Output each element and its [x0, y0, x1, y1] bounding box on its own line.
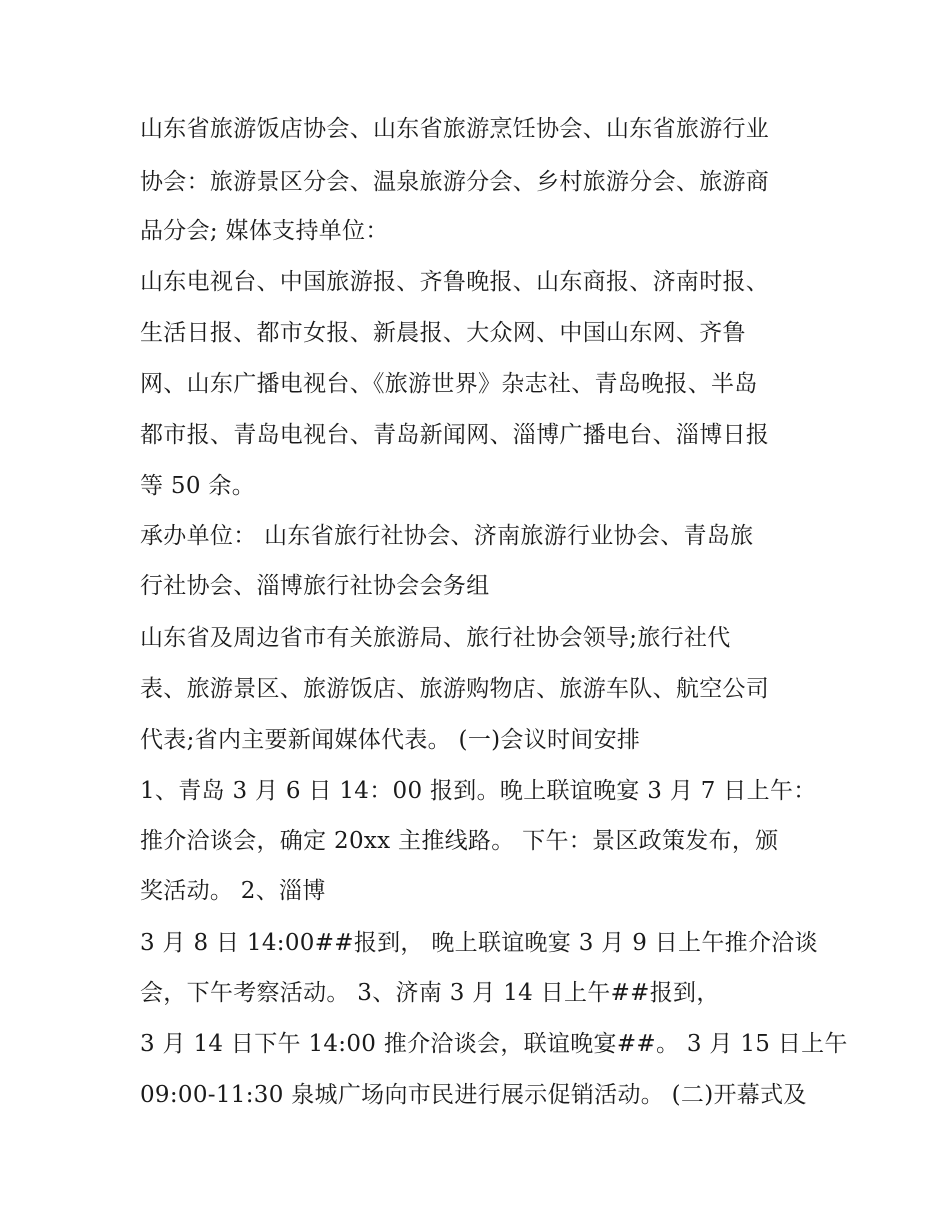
- text-line: 山东电视台、中国旅游报、齐鲁晚报、山东商报、济南时报、: [140, 269, 770, 295]
- text-line: 1、青岛 3 月 6 日 14：00 报到。晚上联谊晚宴 3 月 7 日上午：: [140, 778, 817, 804]
- text-line: 会，下午考察活动。 3、济南 3 月 14 日上午##报到，: [140, 980, 720, 1006]
- text-line: 生活日报、都市女报、新晨报、大众网、中国山东网、齐鲁: [140, 320, 746, 346]
- text-line: 山东省旅游饭店协会、山东省旅游烹饪协会、山东省旅游行业: [140, 116, 770, 142]
- text-line: 3 月 14 日下午 14:00 推介洽谈会，联谊晚宴##。 3 月 15 日上午: [140, 1031, 848, 1057]
- text-line: 承办单位： 山东省旅行社协会、济南旅游行业协会、青岛旅: [140, 523, 754, 549]
- text-line: 协会：旅游景区分会、温泉旅游分会、乡村旅游分会、旅游商: [140, 169, 770, 195]
- text-line: 山东省及周边省市有关旅游局、旅行社协会领导;旅行社代: [140, 625, 731, 651]
- text-line: 等 50 余。: [140, 473, 255, 499]
- text-line: 3 月 8 日 14:00##报到， 晚上联谊晚宴 3 月 9 日上午推介洽谈: [140, 930, 818, 956]
- text-line: 表、旅游景区、旅游饭店、旅游购物店、旅游车队、航空公司: [140, 676, 770, 702]
- text-line: 行社协会、淄博旅行社协会会务组: [140, 573, 490, 599]
- text-line: 品分会; 媒体支持单位：: [140, 218, 389, 244]
- text-line: 都市报、青岛电视台、青岛新闻网、淄博广播电台、淄博日报: [140, 422, 770, 448]
- text-line: 网、山东广播电视台、《旅游世界》杂志社、青岛晚报、半岛: [140, 371, 758, 397]
- text-line: 09:00-11:30 泉城广场向市民进行展示促销活动。 (二)开幕式及: [140, 1082, 807, 1108]
- text-line: 代表;省内主要新闻媒体代表。 (一)会议时间安排: [140, 727, 641, 753]
- text-line: 推介洽谈会，确定 20xx 主推线路。 下午：景区政策发布，颁: [140, 828, 779, 854]
- text-line: 奖活动。 2、淄博: [140, 878, 326, 904]
